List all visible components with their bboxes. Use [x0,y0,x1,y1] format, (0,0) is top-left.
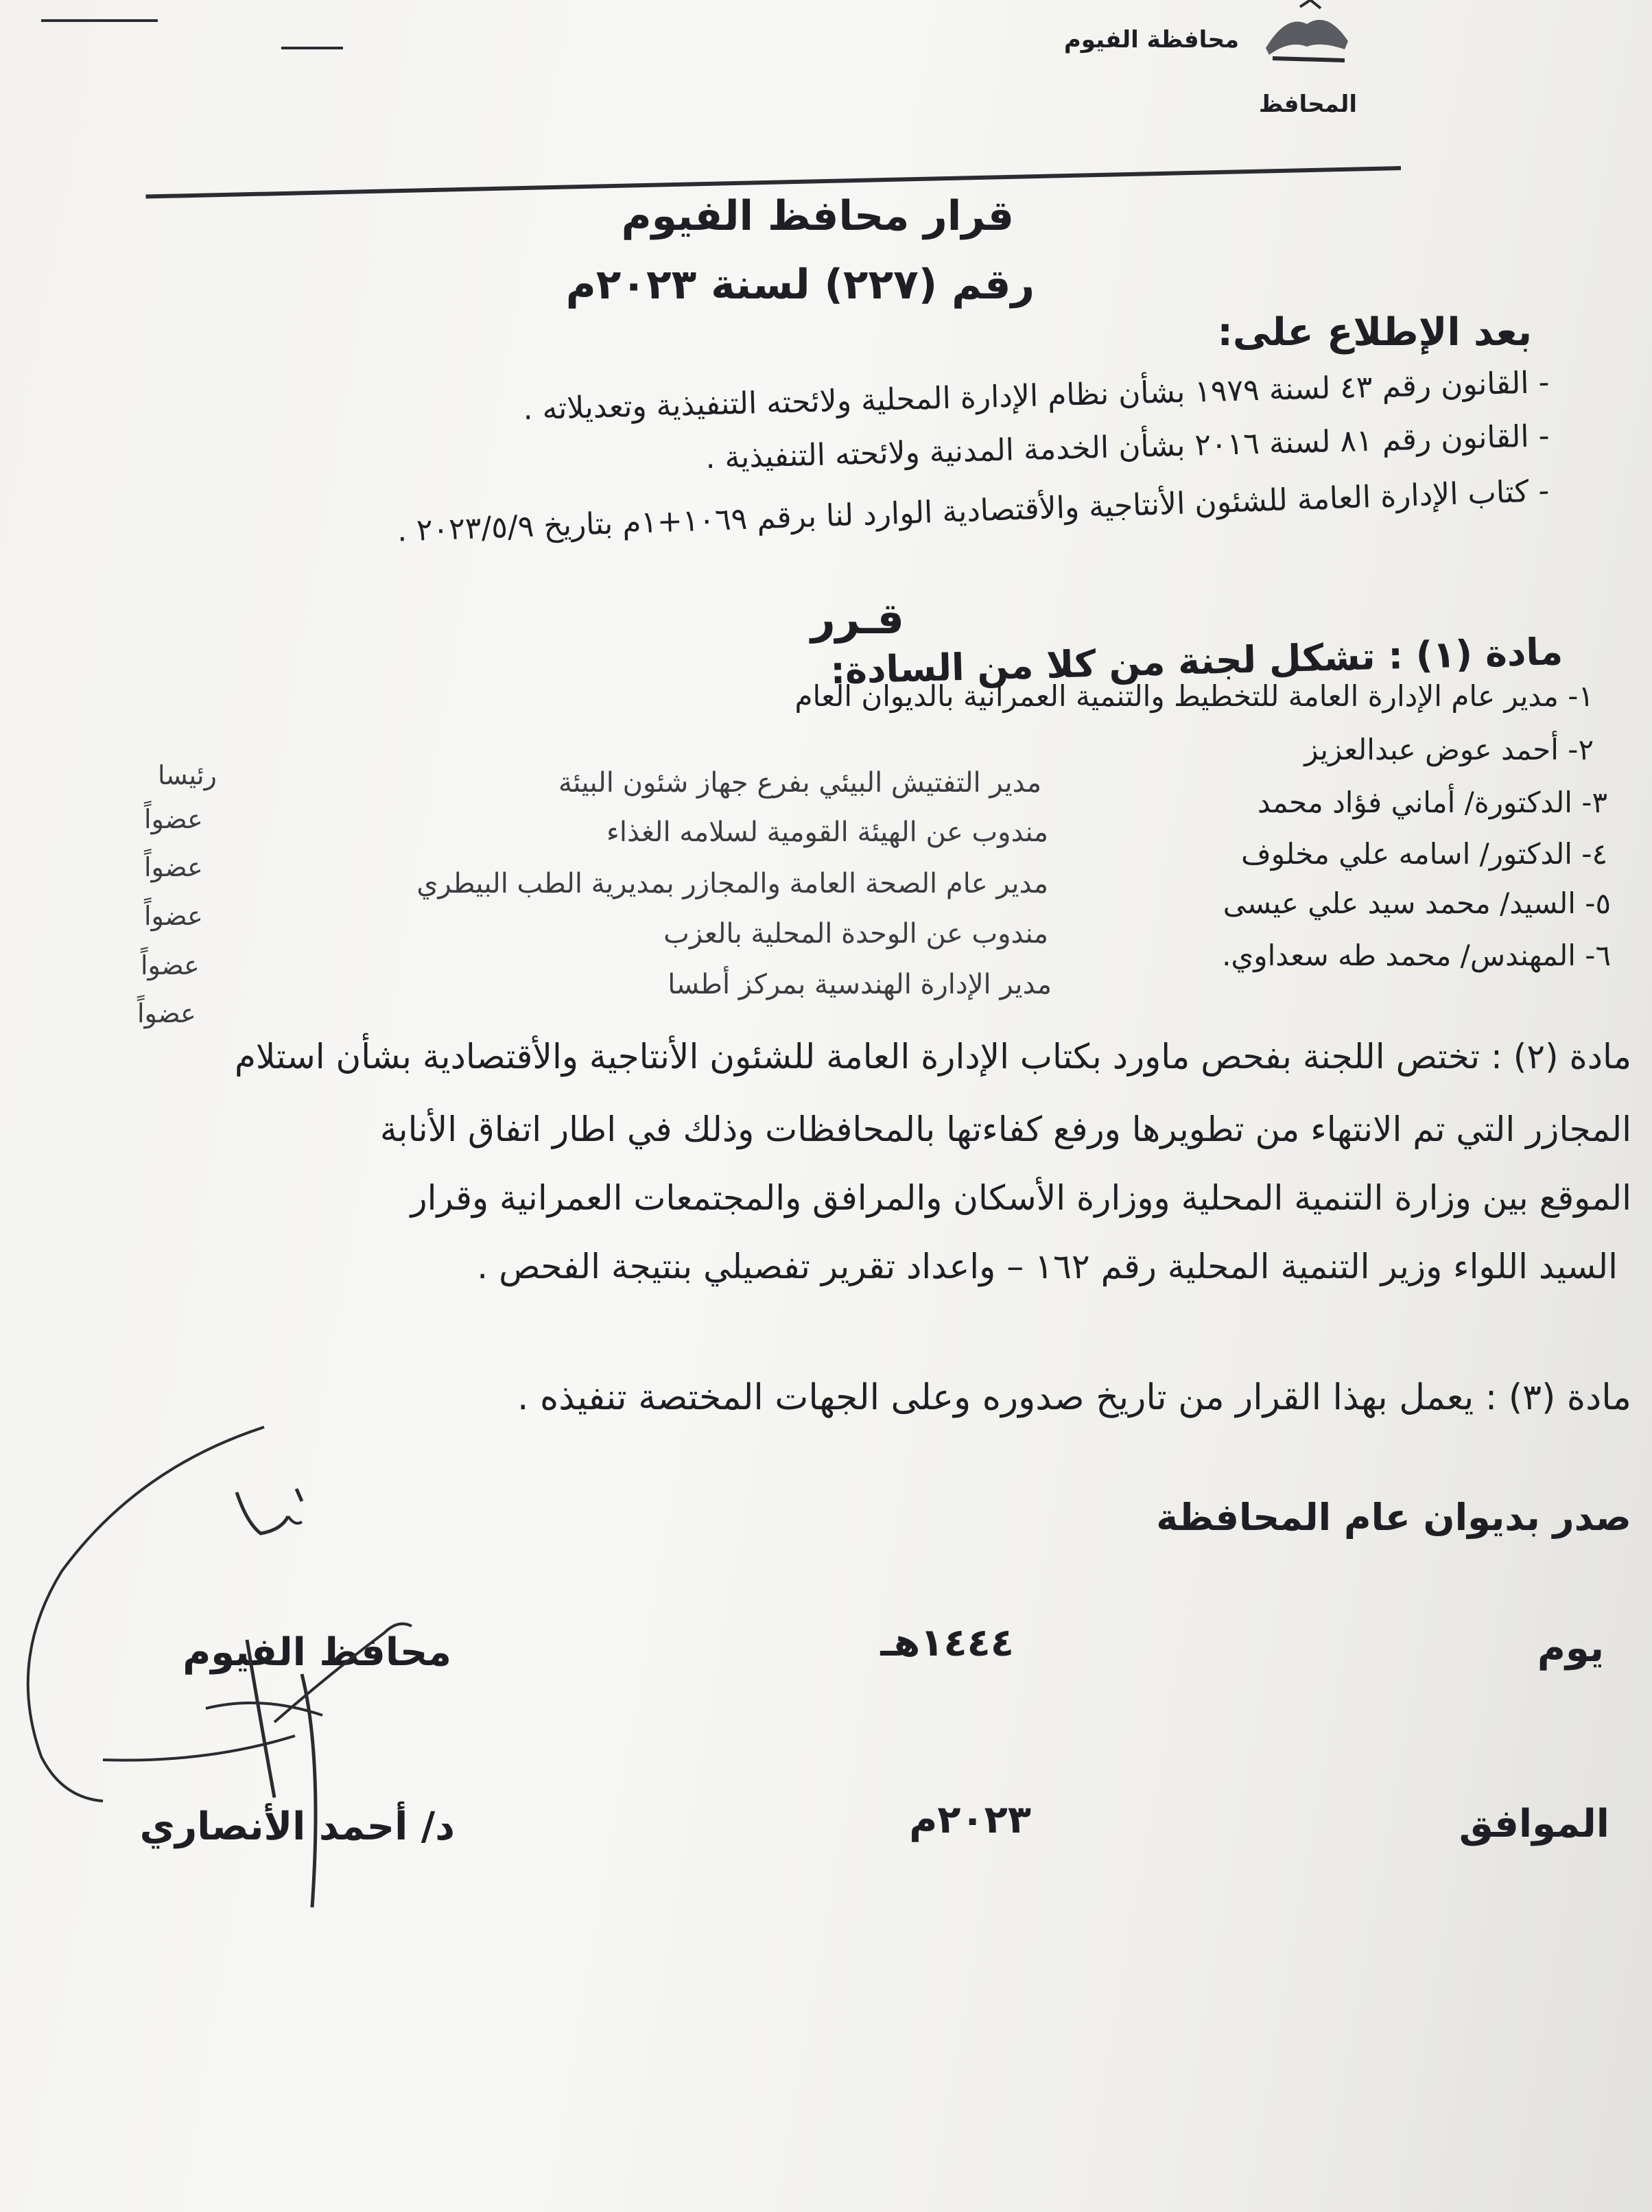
member-role-5: مندوب عن الوحدة المحلية بالعزب [663,918,1048,950]
article1-title: مادة (١) : تشكل لجنة من كلا من السادة: [829,630,1564,692]
decision-title: قرار محافظ الفيوم [621,192,1014,240]
article1-item-1: ١- مدير عام الإدارة العامة للتخطيط والتنمية العمرانية بالديوان العام [794,679,1594,713]
member-role-2: مدير التفتيش البيئي بفرع جهاز شئون البيئة [558,767,1041,799]
hijri-year: ١٤٤٤هـ [880,1621,1014,1665]
header-office: المحافظ [1258,91,1357,118]
day-label: يوم [1537,1626,1604,1671]
article2-line-1: مادة (٢) : تختص اللجنة بفحص ماورد بكتاب الإدارة العامة للشئون الأنتاجية والأقتصادية بشأن استلام [234,1037,1631,1076]
top-left-mark-1 [41,19,158,22]
preamble-item-3: - كتاب الإدارة العامة للشئون الأنتاجية والأقتصادية الوارد لنا برقم ١٠٦٩+١م بتاريخ ٢٠٢٣/٥/٩ . [396,473,1550,549]
decides-heading: قـرر [810,593,904,644]
top-left-mark-2 [281,47,343,49]
article3-text: مادة (٣) : يعمل بهذا القرار من تاريخ صدوره وعلى الجهات المختصة تنفيذه . [517,1377,1631,1418]
article2-line-4: السيد اللواء وزير التنمية المحلية رقم ١٦٢ – واعداد تقرير تفصيلي بنتيجة الفحص . [477,1247,1618,1286]
member-name-5: ٥- السيد/ محمد سيد علي عيسى [1223,886,1611,920]
member-name-3: ٣- الدكتورة/ أماني فؤاد محمد [1257,786,1607,819]
preamble-item-1: - القانون رقم ٤٣ لسنة ١٩٧٩ بشأن نظام الإدارة المحلية ولائحته التنفيذية وتعديلاته . [522,365,1550,427]
governorate-emblem-icon [1259,0,1355,62]
member-status-6: عضواً [141,950,200,980]
member-status-5: عضواً [144,901,203,931]
member-name-4: ٤- الدكتور/ اسامه علي مخلوف [1241,837,1607,871]
member-role-6: مدير الإدارة الهندسية بمركز أطسا [668,969,1052,1000]
handwritten-signature-icon [0,1413,494,1907]
decision-number: رقم (٢٢٧) لسنة ٢٠٢٣م [565,261,1035,309]
member-status-extra: عضواً [137,998,196,1028]
article2-line-3: الموقع بين وزارة التنمية المحلية ووزارة الأسكان والمرافق والمجتمعات العمرانية وقرار [410,1178,1631,1218]
member-role-3: مندوب عن الهيئة القومية لسلامه الغذاء [606,816,1048,848]
member-name-2: ٢- أحمد عوض عبدالعزيز [1304,733,1594,766]
member-status-4: عضواً [144,852,203,882]
article2-line-2: المجازر التي تم الانتهاء من تطويرها ورفع كفاءتها بالمحافظات وذلك في اطار اتفاق الأنابة [379,1109,1631,1149]
member-name-6: ٦- المهندس/ محمد طه سعداوي. [1222,939,1611,972]
issued-at: صدر بديوان عام المحافظة [1156,1496,1631,1539]
member-status-3: عضواً [144,804,203,834]
corresponding-label: الموافق [1459,1802,1609,1846]
preamble-intro: بعد الإطلاع على: [1217,310,1532,355]
signature-title: محافظ الفيوم [182,1630,451,1675]
signature-name: د/ أحمد الأنصاري [139,1804,455,1849]
header-governorate: محافظة الفيوم [1063,26,1239,54]
member-role-4: مدير عام الصحة العامة والمجازر بمديرية الطب البيطري [416,868,1048,899]
gregorian-year: ٢٠٢٣م [909,1798,1031,1842]
member-status-2: رئيسا [158,760,217,790]
preamble-item-2: - القانون رقم ٨١ لسنة ٢٠١٦ بشأن الخدمة المدنية ولائحته التنفيذية . [705,419,1550,476]
